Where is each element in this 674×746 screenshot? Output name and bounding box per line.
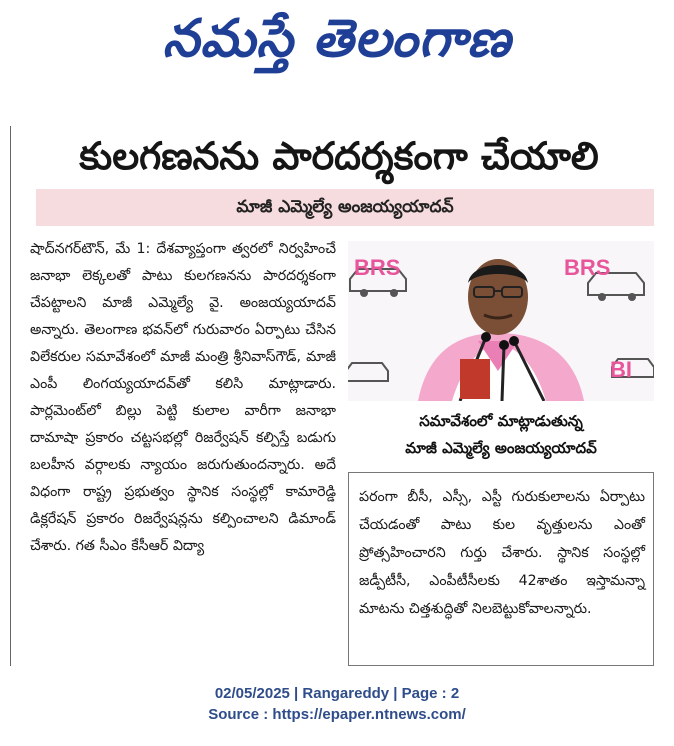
photo-caption-line-2: మాజీ ఎమ్మెల్యే అంజయ్యయాదవ్‌ [405,439,597,457]
article-photo [348,241,654,401]
subheadline: మాజీ ఎమ్మెల్యే అంజయ్యయాదవ్ [36,189,654,226]
photo-caption-line-1: సమావేశంలో మాట్లాడుతున్న [419,412,583,430]
column-rule [10,126,11,666]
svg-text:BI: BI [610,357,632,382]
footer-meta: 02/05/2025 | Rangareddy | Page : 2 [214,685,460,702]
article-body-left-text: షాద్‌నగర్‌టౌన్‌, మే 1: దేశవ్యాప్తంగా త్వరలో నిర్వహించే జనాభా లెక్కలతో పాటు కులగణనను పారదర్శకంగా చేపట్టాలని మాజీ ఎమ్మెల్యే వై. అంజయ్యయాదవ్‌ అన్నారు. తెలంగాణ భవన్‌లో గురువారం ఏర్పాటు చేసిన విలేకరుల సమావేశంలో మాజీ మంత్రి శ్రీనివాస్‌గౌడ్‌, మాజీ ఎంపీ లింగయ్యయాదవ్‌తో కలిసి మాట్లాడారు. పార్లమెంట్‌లో బిల్లు పెట్టి కులాల వారీగా జనాభా దామాషా ప్రకారం చట్టసభల్లో రిజర్వేషన్‌ కల్పిస్తే బడుగు బలహీన వర్గాలకు న్యాయం జరుగుతుందన్నారు. అదే విధంగా రాష్ట్ర ప్రభుత్వం స్థానిక సంస్థల్లో కామారెడ్డి డిక్లరేషన్‌ ప్రకారం రిజర్వేషన్లను కల్పించాలని డిమాండ్‌ చేశారు. గత సీఎం కేసీఆర్‌ విద్యా [30,241,336,554]
article-body-right-box [348,472,654,666]
speaker-photo-illustration [348,241,654,401]
brs-backdrop-logo-left: BRS [354,255,401,280]
masthead-title: నమస్తే తెలంగాణ [162,8,512,69]
brs-backdrop-logo-right: BRS [564,255,611,280]
article-body-right-text: పరంగా బీసీ, ఎస్సీ, ఎస్టీ గురుకులాలను ఏర్పాటు చేయడంతో పాటు కుల వృత్తులను ఎంతో ప్రోత్సహించారని గుర్తు చేశారు. స్థానిక సంస్థల్లో జడ్పీటీసీ, ఎంపీటీసీలకు 42శాతం ఇస్తామన్నా మాటను చిత్తశుద్ధితో నిలబెట్టుకోవాలన్నారు. [359,489,645,617]
article-body-left-column [24,236,336,666]
footer [0,683,674,725]
footer-source-link[interactable]: Source : https://epaper.ntnews.com/ [208,706,466,723]
headline: కులగణనను పారదర్శకంగా చేయాలి [79,134,599,178]
photo-caption [348,402,654,468]
